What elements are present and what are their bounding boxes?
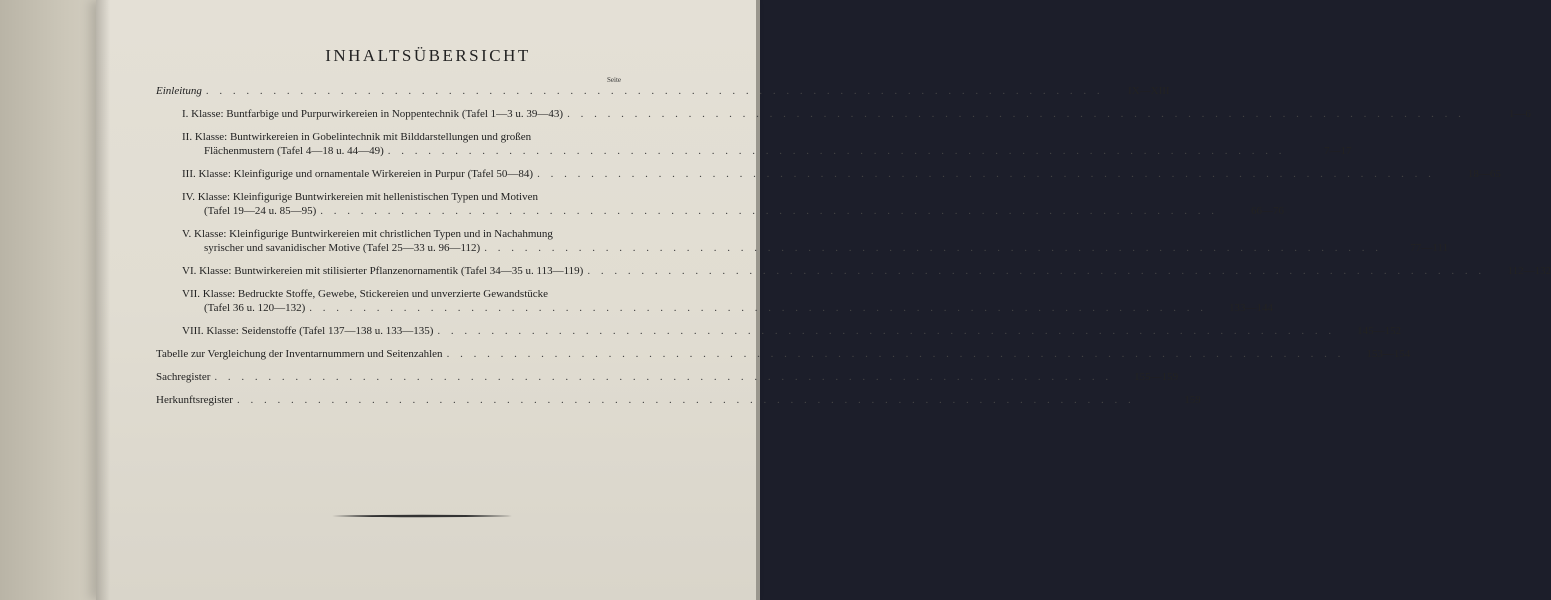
toc-entry bbox=[156, 347, 1411, 361]
dot-leader bbox=[237, 393, 1135, 407]
toc-entry-text bbox=[156, 347, 1344, 361]
dot-leader bbox=[206, 84, 1104, 98]
toc-entry-line: (Tafel 36 u. 120—132) bbox=[204, 302, 306, 314]
toc-page-number: 66—76 bbox=[1251, 205, 1285, 217]
toc-page-number: 133—144 bbox=[1229, 302, 1274, 314]
toc-entry-line: Tabelle zur Vergleichung der Inventarnummern und Seitenzahlen bbox=[156, 348, 443, 360]
toc-page-number: 77—111 bbox=[1410, 242, 1448, 254]
spine-shadow bbox=[96, 0, 110, 600]
toc-entry-text bbox=[156, 393, 1135, 407]
toc-entry-line: II. Klasse: Buntwirkereien in Gobelintechnik mit Bilddarstellungen und großen bbox=[182, 131, 532, 143]
toc-entry-text bbox=[156, 227, 1382, 255]
toc-entry-line: VIII. Klasse: Seidenstoffe (Tafel 137—138 u. 133—135) bbox=[182, 325, 434, 337]
toc-entry-line: V. Klasse: Kleinfigurige Buntwirkereien mit christlichen Typen und in Nachahmung bbox=[182, 228, 553, 240]
toc-page-number: 18—65 bbox=[1467, 168, 1501, 180]
toc-page-number: 1—6 bbox=[1508, 108, 1531, 120]
toc-entry bbox=[156, 393, 1201, 407]
toc-entry-text bbox=[156, 264, 1485, 278]
toc-page-number: 145—152 bbox=[1357, 325, 1402, 337]
dot-leader bbox=[567, 107, 1465, 121]
toc-entry-line: Herkunftsregister bbox=[156, 394, 233, 406]
dot-leader bbox=[587, 264, 1485, 278]
dot-leader bbox=[484, 241, 1382, 255]
dot-leader bbox=[537, 167, 1435, 181]
toc-entry-line: (Tafel 19—24 u. 85—95) bbox=[204, 205, 317, 217]
dot-leader bbox=[320, 204, 1218, 218]
toc-entry-line: Flächenmustern (Tafel 4—18 u. 44—49) bbox=[204, 145, 384, 157]
toc-entry-text bbox=[156, 190, 1218, 218]
toc-page-number: 7—17 bbox=[1324, 145, 1352, 157]
toc-page-number: 155—159 bbox=[1134, 371, 1179, 383]
toc-entry bbox=[156, 324, 1402, 338]
table-of-contents bbox=[156, 84, 1551, 416]
toc-entry-line: III. Klasse: Kleinfigurige und ornamentale Wirkereien in Purpur (Tafel 50—84) bbox=[182, 168, 534, 180]
dot-leader bbox=[214, 370, 1112, 384]
dot-leader bbox=[437, 324, 1335, 338]
toc-entry bbox=[156, 287, 1274, 315]
toc-page-number: 153—154 bbox=[1366, 348, 1411, 360]
toc-entry-line: I. Klasse: Buntfarbige und Purpurwirkereien in Noppentechnik (Tafel 1—3 u. 39—43) bbox=[182, 108, 564, 120]
toc-entry-text bbox=[156, 107, 1465, 121]
document-page bbox=[96, 0, 1551, 600]
toc-entry-line: VII. Klasse: Bedruckte Stoffe, Gewebe, Stickereien und unverzierte Gewandstücke bbox=[182, 288, 549, 300]
toc-entry-text bbox=[156, 370, 1112, 384]
dot-leader bbox=[388, 144, 1286, 158]
toc-page-number: IX—XIII bbox=[1128, 85, 1170, 97]
toc-entry bbox=[156, 190, 1285, 218]
toc-entry-line: Sachregister bbox=[156, 371, 211, 383]
toc-entry-line: Einleitung bbox=[156, 85, 202, 97]
toc-entry-line: syrischer und savanidischer Motive (Tafel 25—33 u. 96—112) bbox=[204, 242, 481, 254]
toc-entry-text bbox=[156, 130, 1286, 158]
toc-page-number: 159 bbox=[1184, 394, 1201, 406]
toc-page-number: 112—132 bbox=[1507, 265, 1551, 277]
toc-entry bbox=[156, 130, 1352, 158]
toc-entry-line: IV. Klasse: Kleinfigurige Buntwirkereien mit hellenistischen Typen und Motiven bbox=[182, 191, 538, 203]
toc-entry-text bbox=[156, 167, 1435, 181]
toc-entry bbox=[156, 264, 1551, 278]
dot-leader bbox=[309, 301, 1207, 315]
toc-entry-text bbox=[156, 287, 1207, 315]
page-title: INHALTSÜBERSICHT bbox=[325, 46, 531, 65]
toc-entry bbox=[156, 370, 1179, 384]
toc-entry-text bbox=[156, 84, 1104, 98]
toc-entry bbox=[156, 167, 1501, 181]
toc-entry bbox=[156, 227, 1448, 255]
dot-leader bbox=[447, 347, 1345, 361]
toc-entry-text bbox=[156, 324, 1335, 338]
ornamental-rule bbox=[332, 514, 512, 518]
toc-entry-line: VI. Klasse: Buntwirkereien mit stilisierter Pflanzenornamentik (Tafel 34—35 u. 113—119) bbox=[182, 265, 584, 277]
toc-entry bbox=[156, 107, 1531, 121]
toc-entry bbox=[156, 84, 1170, 98]
page-column-label: Seite bbox=[607, 76, 621, 84]
